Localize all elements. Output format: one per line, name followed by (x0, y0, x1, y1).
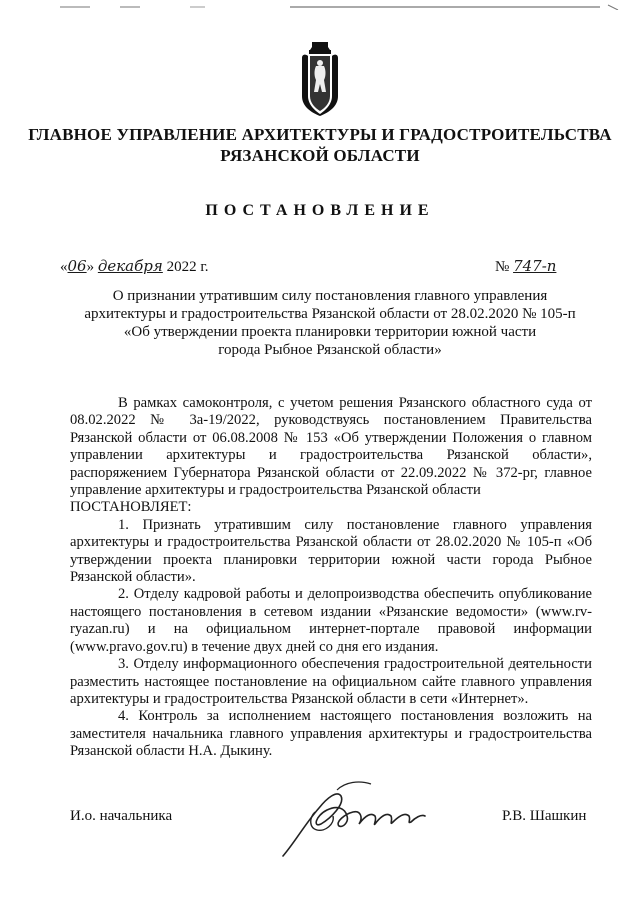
document-date (60, 257, 209, 276)
handwritten-signature-icon (275, 772, 430, 862)
date-quote-close: » (86, 259, 95, 275)
subject-line: О признании утратившим силу постановления главного управления (112, 288, 548, 304)
document-body (70, 395, 592, 761)
resolution-item-3: 3. Отделу информационного обеспечения градостроительной деятельности разместить настоящее постановление на официальном сайте главного управления архитектуры и градостроительства Рязанской области в сети «Интернет». (70, 656, 592, 707)
document-subject (80, 287, 580, 359)
date-month: декабря (97, 257, 163, 275)
preamble-paragraph: В рамках самоконтроля, с учетом решения Рязанского областного суда от 08.02.2022 № 3а-19/2022, руководствуясь постановлением Правительства Рязанской области от 06.08.2008 № 153 «Об утверждении Положения о главном управлении архитектуры и градостроительства Рязанской области», распоряжением Губернатора Рязанской области от 22.09.2022 № 372-рг, главное управление архитектуры и градостроительства Рязанской области (70, 395, 592, 499)
resolution-item-1: 1. Признать утратившим силу постановление главного управления архитектуры и градостроительства Рязанской области от 28.02.2020 № 105-п «Об утверждении проекта планировки территории южной части города Рыбное Рязанской области». (70, 516, 592, 586)
resolution-item-4: 4. Контроль за исполнением настоящего постановления возложить на заместителя начальника главного управления архитектуры и градостроительства Рязанской области Н.А. Дыкину. (70, 708, 592, 760)
number-prefix: № (495, 259, 510, 275)
organization-name-line2: РЯЗАНСКОЙ ОБЛАСТИ (220, 146, 420, 165)
subject-line: «Об утверждении проекта планировки территории южной части (123, 324, 537, 340)
resolves-keyword: ПОСТАНОВЛЯЕТ: (70, 499, 192, 516)
scan-top-edge (0, 4, 640, 10)
signatory-role: И.о. начальника (70, 808, 173, 824)
date-day: 06 (67, 257, 87, 275)
signatory-name: Р.В. Шашкин (502, 808, 587, 824)
date-year: 2022 г. (162, 259, 209, 275)
resolution-item-2: 2. Отделу кадровой работы и делопроизводства обеспечить опубликование настоящего постановления в сетевом издании «Рязанские ведомости» (www.rv-ryazan.ru) и на официальном интернет-портале правовой информации (www.pravo.gov.ru) в течение двух дней со дня его издания. (70, 586, 592, 655)
document-type-title: ПОСТАНОВЛЕНИЕ (205, 202, 435, 219)
document-number (495, 257, 556, 276)
coat-of-arms-icon (300, 40, 340, 116)
date-quote-open: « (60, 259, 68, 275)
organization-name-line1: ГЛАВНОЕ УПРАВЛЕНИЕ АРХИТЕКТУРЫ И ГРАДОСТРОИТЕЛЬСТВА (28, 125, 612, 144)
subject-line: архитектуры и градостроительства Рязанской области от 28.02.2020 № 105-п (84, 306, 576, 322)
subject-line: города Рыбное Рязанской области» (218, 342, 442, 358)
number-value: 747-п (513, 257, 557, 275)
